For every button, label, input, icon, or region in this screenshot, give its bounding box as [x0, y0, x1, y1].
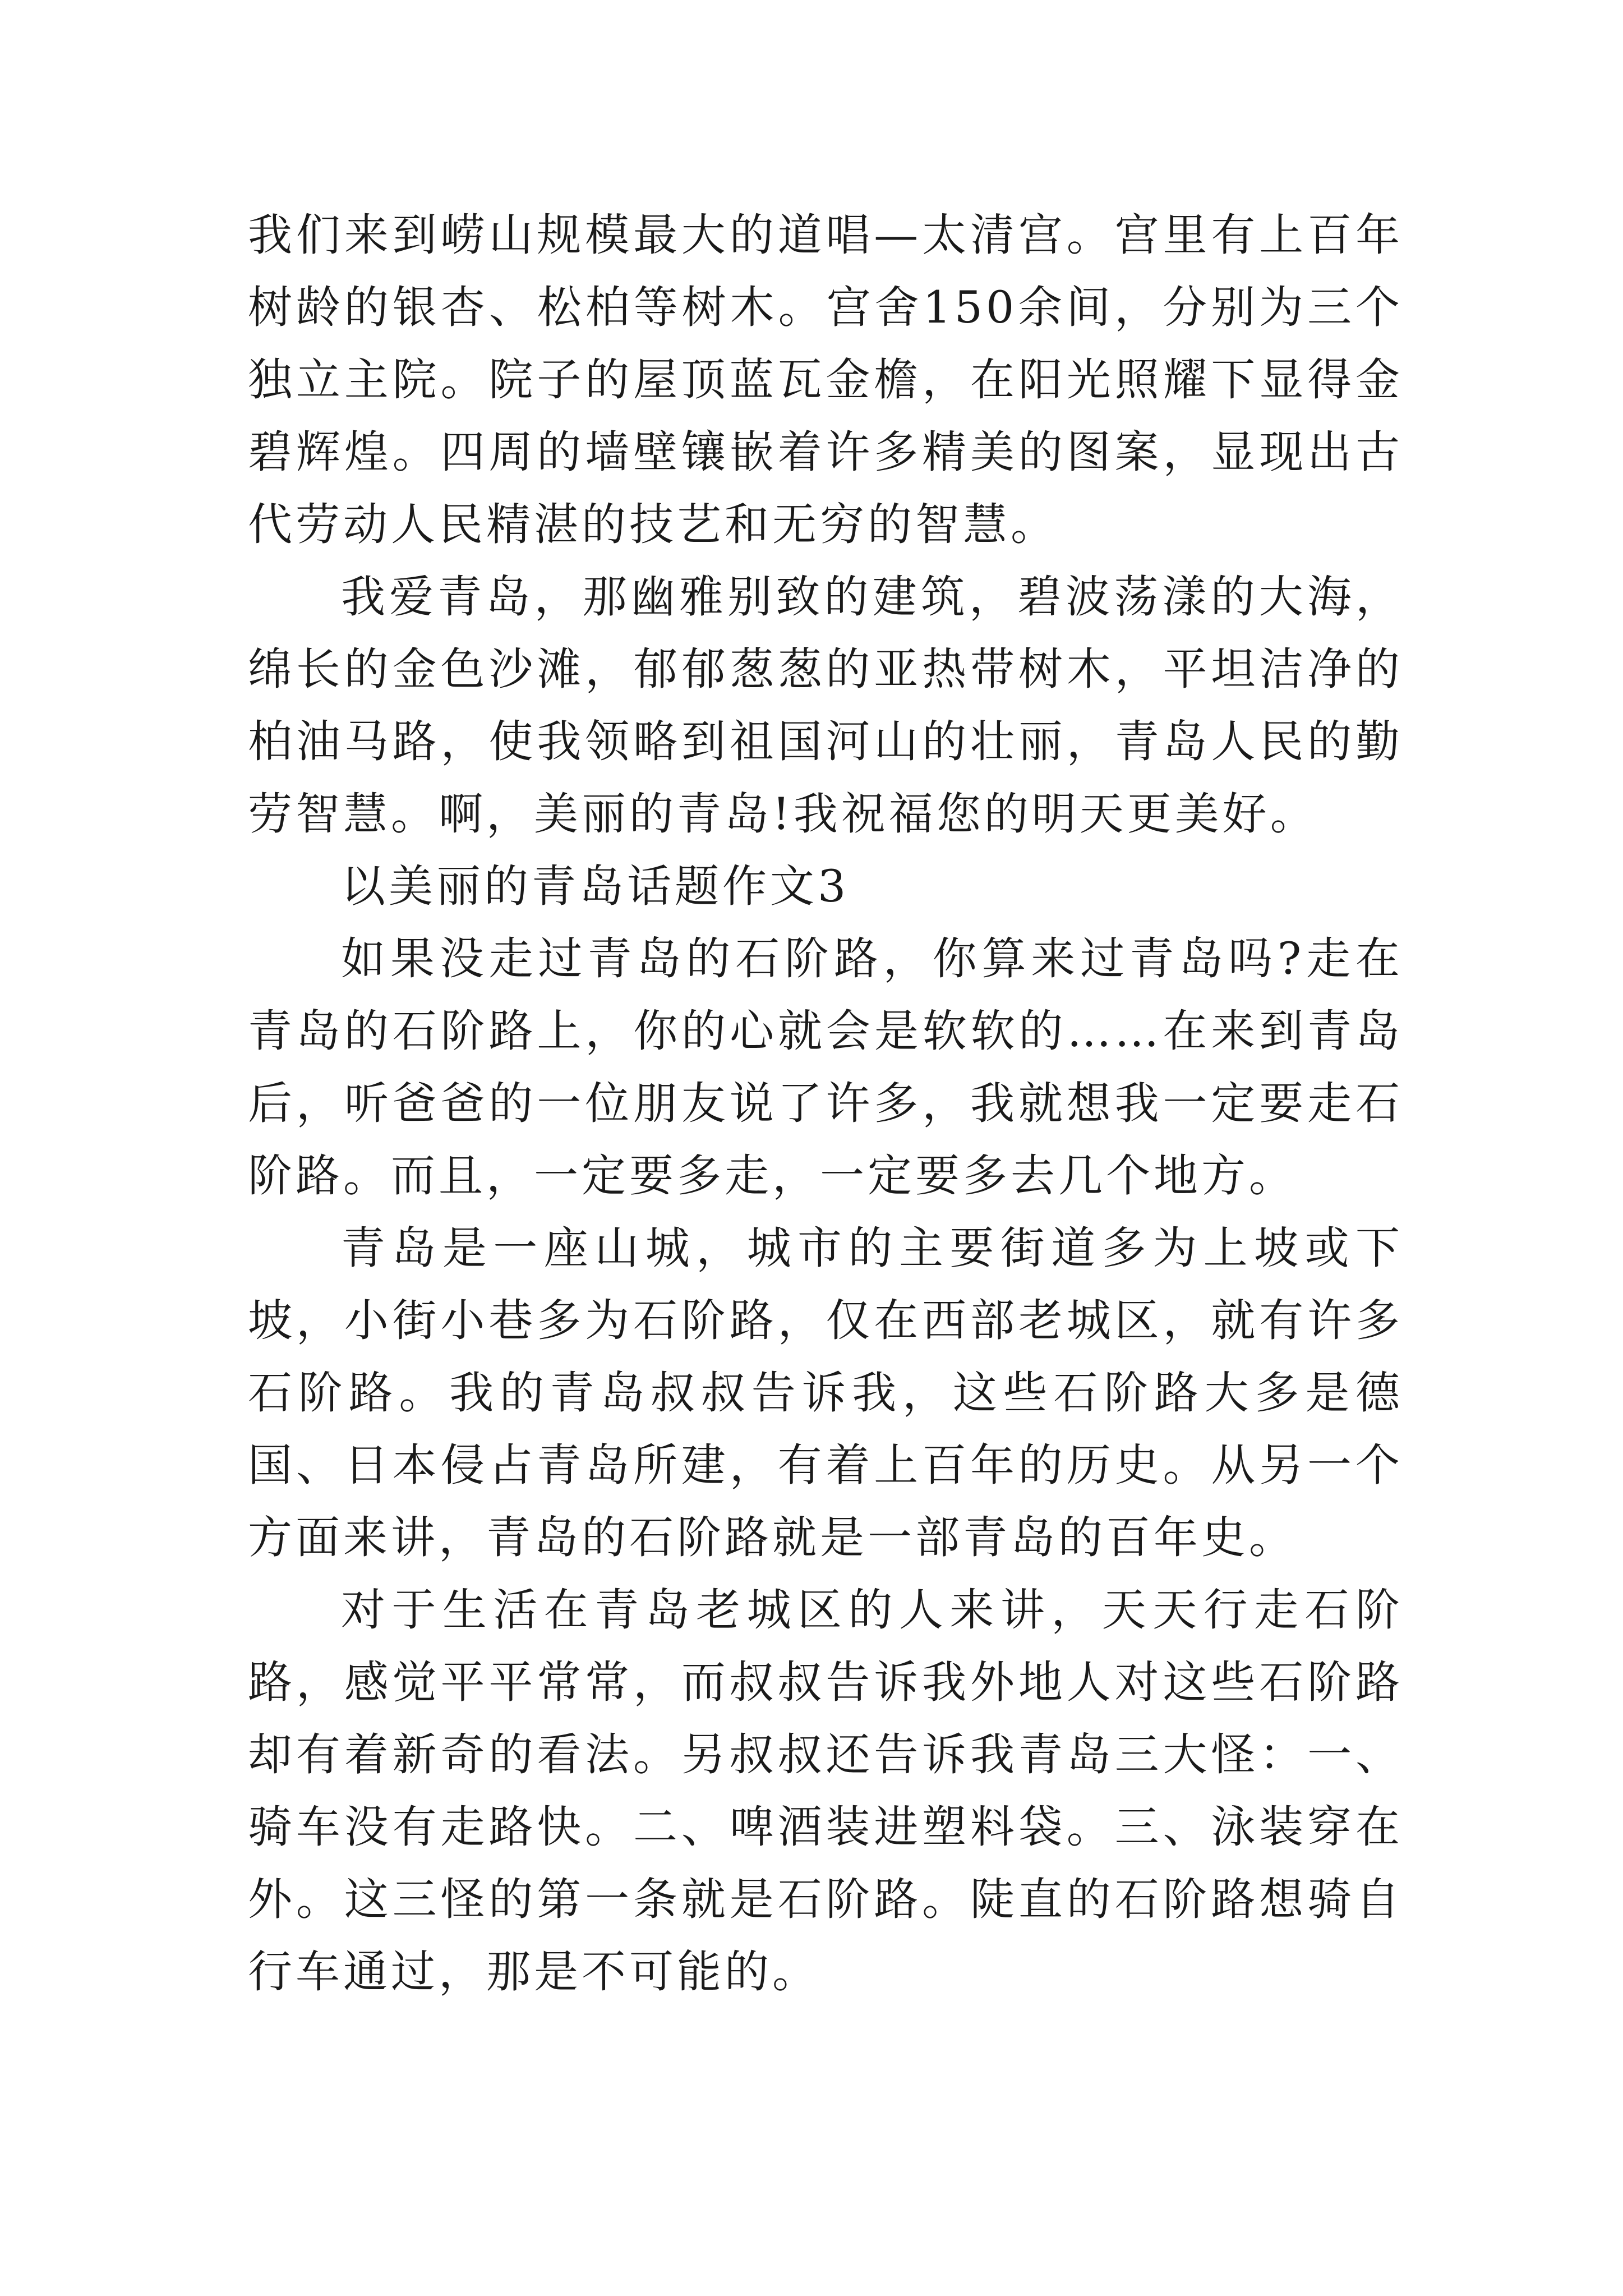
- paragraph-stone-steps-intro: 如果没走过青岛的石阶路，你算来过青岛吗?走在青岛的石阶路上，你的心就会是软软的……在来到青岛后，听爸爸的一位朋友说了许多，我就想我一定要走石阶路。而且，一定要多走，一定要多去几个地方。: [248, 933, 1403, 1202]
- document-body: [248, 199, 1403, 2008]
- paragraph-taiqing-palace: 我们来到崂山规模最大的道唱—太清宫。宫里有上百年树龄的银杏、松柏等树木。宫舍150余间，分别为三个独立主院。院子的屋顶蓝瓦金檐，在阳光照耀下显得金碧辉煌。四周的墙壁镶嵌着许多精美的图案，显现出古代劳动人民精湛的技艺和无穷的智慧。: [248, 209, 1403, 550]
- paragraph-three-oddities: 对于生活在青岛老城区的人来讲，天天行走石阶路，感觉平平常常，而叔叔告诉我外地人对这些石阶路却有着新奇的看法。另叔叔还告诉我青岛三大怪：一、骑车没有走路快。二、啤酒装进塑料袋。三、泳装穿在外。这三怪的第一条就是石阶路。陡直的石阶路想骑自行车通过，那是不可能的。: [248, 1584, 1403, 1998]
- paragraph-love-qingdao: 我爱青岛，那幽雅别致的建筑，碧波荡漾的大海，绵长的金色沙滩，郁郁葱葱的亚热带树木，平坦洁净的柏油马路，使我领略到祖国河山的壮丽，青岛人民的勤劳智慧。啊，美丽的青岛!我祝福您的明天更美好。: [248, 571, 1403, 840]
- section-heading: 以美丽的青岛话题作文3: [341, 861, 850, 912]
- paragraph-mountain-city: 青岛是一座山城，城市的主要街道多为上坡或下坡，小街小巷多为石阶路，仅在西部老城区，就有许多石阶路。我的青岛叔叔告诉我，这些石阶路大多是德国、日本侵占青岛所建，有着上百年的历史。从另一个方面来讲，青岛的石阶路就是一部青岛的百年史。: [248, 1222, 1403, 1563]
